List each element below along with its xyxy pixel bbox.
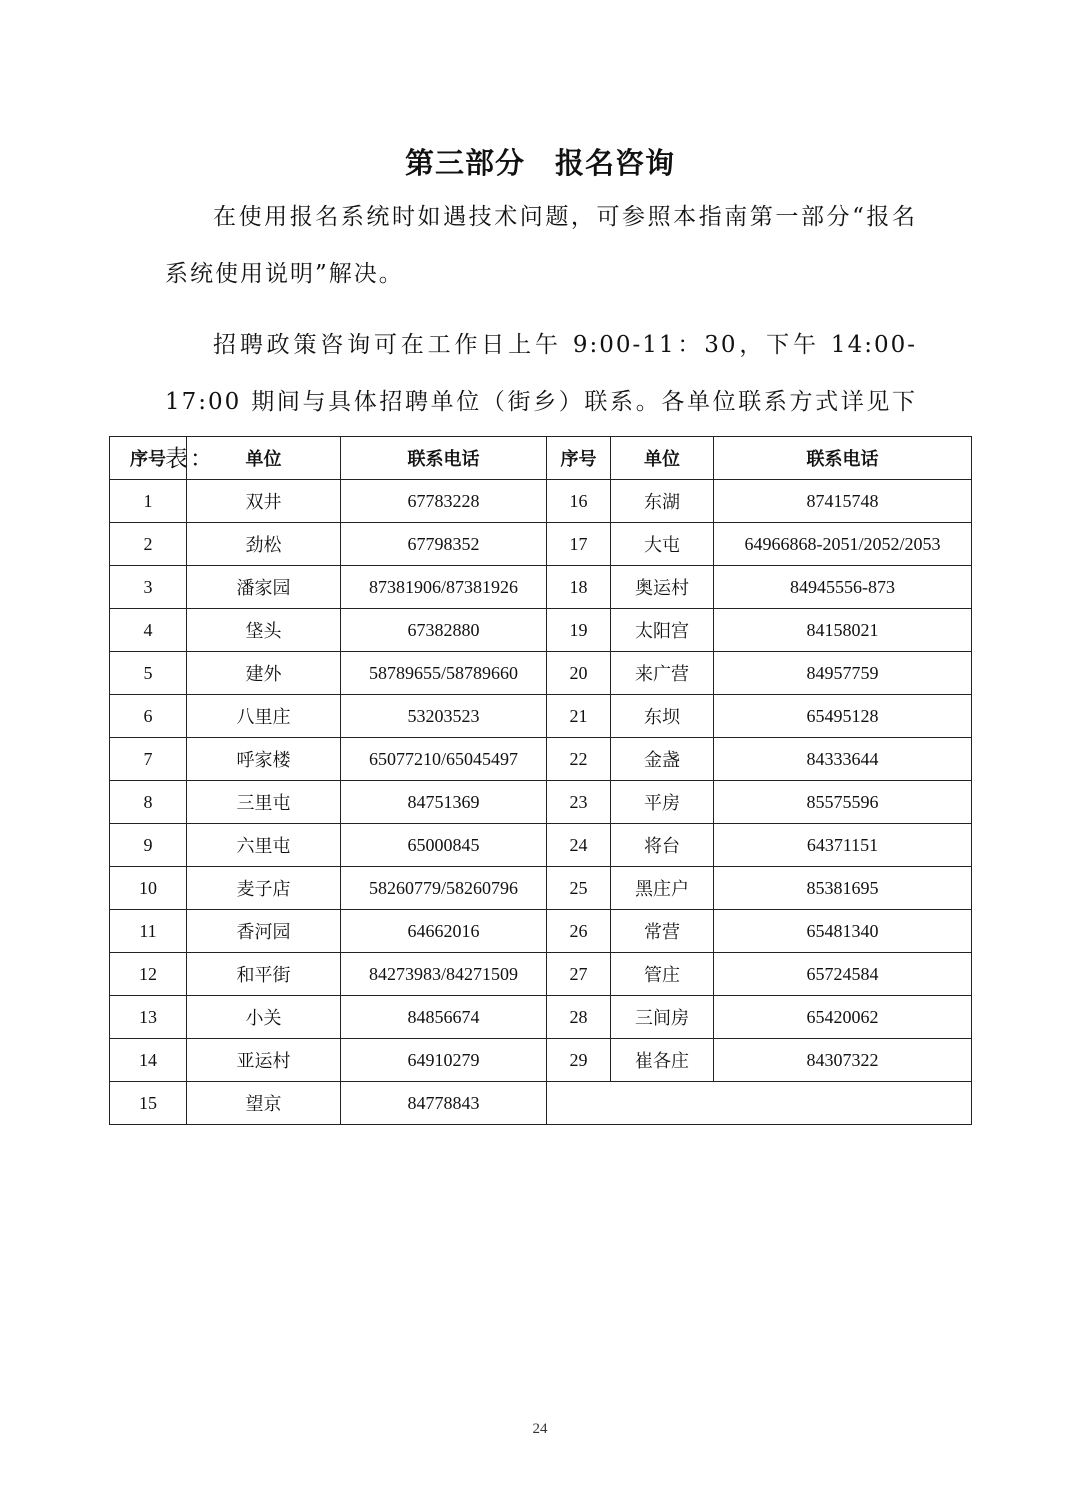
cell-index: 24 xyxy=(547,824,611,867)
page-number: 24 xyxy=(532,1421,548,1437)
cell-unit: 金盏 xyxy=(611,738,714,781)
table-row xyxy=(110,738,972,781)
table-row xyxy=(110,652,972,695)
table-row xyxy=(110,695,972,738)
table-row xyxy=(110,781,972,824)
cell-phone: 85381695 xyxy=(714,867,972,910)
header-phone: 联系电话 xyxy=(714,437,972,480)
cell-index: 3 xyxy=(110,566,187,609)
cell-index: 11 xyxy=(110,910,187,953)
cell-index: 4 xyxy=(110,609,187,652)
cell-unit: 望京 xyxy=(187,1082,341,1125)
header-unit: 单位 xyxy=(187,437,341,480)
cell-phone: 65724584 xyxy=(714,953,972,996)
cell-index: 17 xyxy=(547,523,611,566)
cell-phone: 64910279 xyxy=(341,1039,547,1082)
title-subject: 报名咨询 xyxy=(555,146,676,181)
cell-index: 12 xyxy=(110,953,187,996)
contact-table xyxy=(109,436,972,1125)
cell-index: 6 xyxy=(110,695,187,738)
cell-phone: 84333644 xyxy=(714,738,972,781)
cell-phone: 84945556-873 xyxy=(714,566,972,609)
cell-phone: 65495128 xyxy=(714,695,972,738)
cell-phone: 58260779/58260796 xyxy=(341,867,547,910)
cell-phone: 84856674 xyxy=(341,996,547,1039)
cell-index: 5 xyxy=(110,652,187,695)
cell-phone: 64662016 xyxy=(341,910,547,953)
cell-unit: 太阳宫 xyxy=(611,609,714,652)
cell-index: 26 xyxy=(547,910,611,953)
cell-unit: 双井 xyxy=(187,480,341,523)
cell-unit: 小关 xyxy=(187,996,341,1039)
cell-unit: 东湖 xyxy=(611,480,714,523)
cell-phone: 64966868-2051/2052/2053 xyxy=(714,523,972,566)
cell-unit: 呼家楼 xyxy=(187,738,341,781)
cell-phone: 67783228 xyxy=(341,480,547,523)
table-row xyxy=(110,824,972,867)
cell-phone: 84158021 xyxy=(714,609,972,652)
table-row xyxy=(110,996,972,1039)
cell-unit: 亚运村 xyxy=(187,1039,341,1082)
cell-unit: 建外 xyxy=(187,652,341,695)
cell-index: 14 xyxy=(110,1039,187,1082)
cell-index: 20 xyxy=(547,652,611,695)
cell-index: 29 xyxy=(547,1039,611,1082)
table-header-row xyxy=(110,437,972,480)
cell-phone: 84751369 xyxy=(341,781,547,824)
cell-index: 23 xyxy=(547,781,611,824)
header-unit: 单位 xyxy=(611,437,714,480)
cell-index: 1 xyxy=(110,480,187,523)
cell-unit: 六里屯 xyxy=(187,824,341,867)
cell-index: 2 xyxy=(110,523,187,566)
cell-phone: 65481340 xyxy=(714,910,972,953)
cell-unit: 平房 xyxy=(611,781,714,824)
cell-index: 22 xyxy=(547,738,611,781)
cell-phone: 84957759 xyxy=(714,652,972,695)
cell-phone: 67798352 xyxy=(341,523,547,566)
cell-unit: 垡头 xyxy=(187,609,341,652)
header-index: 序号 xyxy=(110,437,187,480)
cell-index: 7 xyxy=(110,738,187,781)
cell-phone: 67382880 xyxy=(341,609,547,652)
cell-phone: 65077210/65045497 xyxy=(341,738,547,781)
cell-phone: 84778843 xyxy=(341,1082,547,1125)
table-row xyxy=(110,480,972,523)
cell-phone: 85575596 xyxy=(714,781,972,824)
cell-phone: 84273983/84271509 xyxy=(341,953,547,996)
cell-index: 21 xyxy=(547,695,611,738)
cell-index: 13 xyxy=(110,996,187,1039)
page-title xyxy=(0,141,1080,182)
cell-unit: 潘家园 xyxy=(187,566,341,609)
cell-unit: 麦子店 xyxy=(187,867,341,910)
cell-unit: 常营 xyxy=(611,910,714,953)
header-index: 序号 xyxy=(547,437,611,480)
cell-unit: 八里庄 xyxy=(187,695,341,738)
cell-index: 27 xyxy=(547,953,611,996)
empty-cell xyxy=(547,1082,972,1125)
cell-unit: 大屯 xyxy=(611,523,714,566)
cell-phone: 87415748 xyxy=(714,480,972,523)
cell-unit: 三间房 xyxy=(611,996,714,1039)
cell-index: 28 xyxy=(547,996,611,1039)
title-part: 第三部分 xyxy=(404,146,525,181)
table-row xyxy=(110,609,972,652)
cell-phone: 58789655/58789660 xyxy=(341,652,547,695)
tech-support-paragraph: 在使用报名系统时如遇技术问题，可参照本指南第一部分“报名系统使用说明”解决。 xyxy=(165,204,917,287)
cell-phone: 53203523 xyxy=(341,695,547,738)
cell-index: 9 xyxy=(110,824,187,867)
cell-unit: 东坝 xyxy=(611,695,714,738)
cell-unit: 和平街 xyxy=(187,953,341,996)
cell-unit: 将台 xyxy=(611,824,714,867)
cell-unit: 管庄 xyxy=(611,953,714,996)
table-row xyxy=(110,867,972,910)
cell-unit: 香河园 xyxy=(187,910,341,953)
table-row xyxy=(110,566,972,609)
cell-phone: 65420062 xyxy=(714,996,972,1039)
table-row xyxy=(110,1039,972,1082)
cell-index: 18 xyxy=(547,566,611,609)
cell-index: 8 xyxy=(110,781,187,824)
table-row xyxy=(110,523,972,566)
table-row xyxy=(110,910,972,953)
cell-index: 16 xyxy=(547,480,611,523)
cell-phone: 87381906/87381926 xyxy=(341,566,547,609)
cell-unit: 黑庄户 xyxy=(611,867,714,910)
cell-unit: 劲松 xyxy=(187,523,341,566)
table-body xyxy=(110,480,972,1125)
cell-unit: 奥运村 xyxy=(611,566,714,609)
cell-index: 15 xyxy=(110,1082,187,1125)
cell-unit: 崔各庄 xyxy=(611,1039,714,1082)
cell-phone: 65000845 xyxy=(341,824,547,867)
cell-unit: 来广营 xyxy=(611,652,714,695)
header-phone: 联系电话 xyxy=(341,437,547,480)
cell-index: 19 xyxy=(547,609,611,652)
table-row xyxy=(110,1082,972,1125)
cell-unit: 三里屯 xyxy=(187,781,341,824)
cell-index: 25 xyxy=(547,867,611,910)
cell-phone: 84307322 xyxy=(714,1039,972,1082)
policy-consult-paragraph: 招聘政策咨询可在工作日上午 9:00-11：30，下午 14:00-17:00 期间与具体招聘单位（街乡）联系。各单位联系方式详见下表： xyxy=(165,332,917,472)
cell-index: 10 xyxy=(110,867,187,910)
cell-phone: 64371151 xyxy=(714,824,972,867)
table-row xyxy=(110,953,972,996)
